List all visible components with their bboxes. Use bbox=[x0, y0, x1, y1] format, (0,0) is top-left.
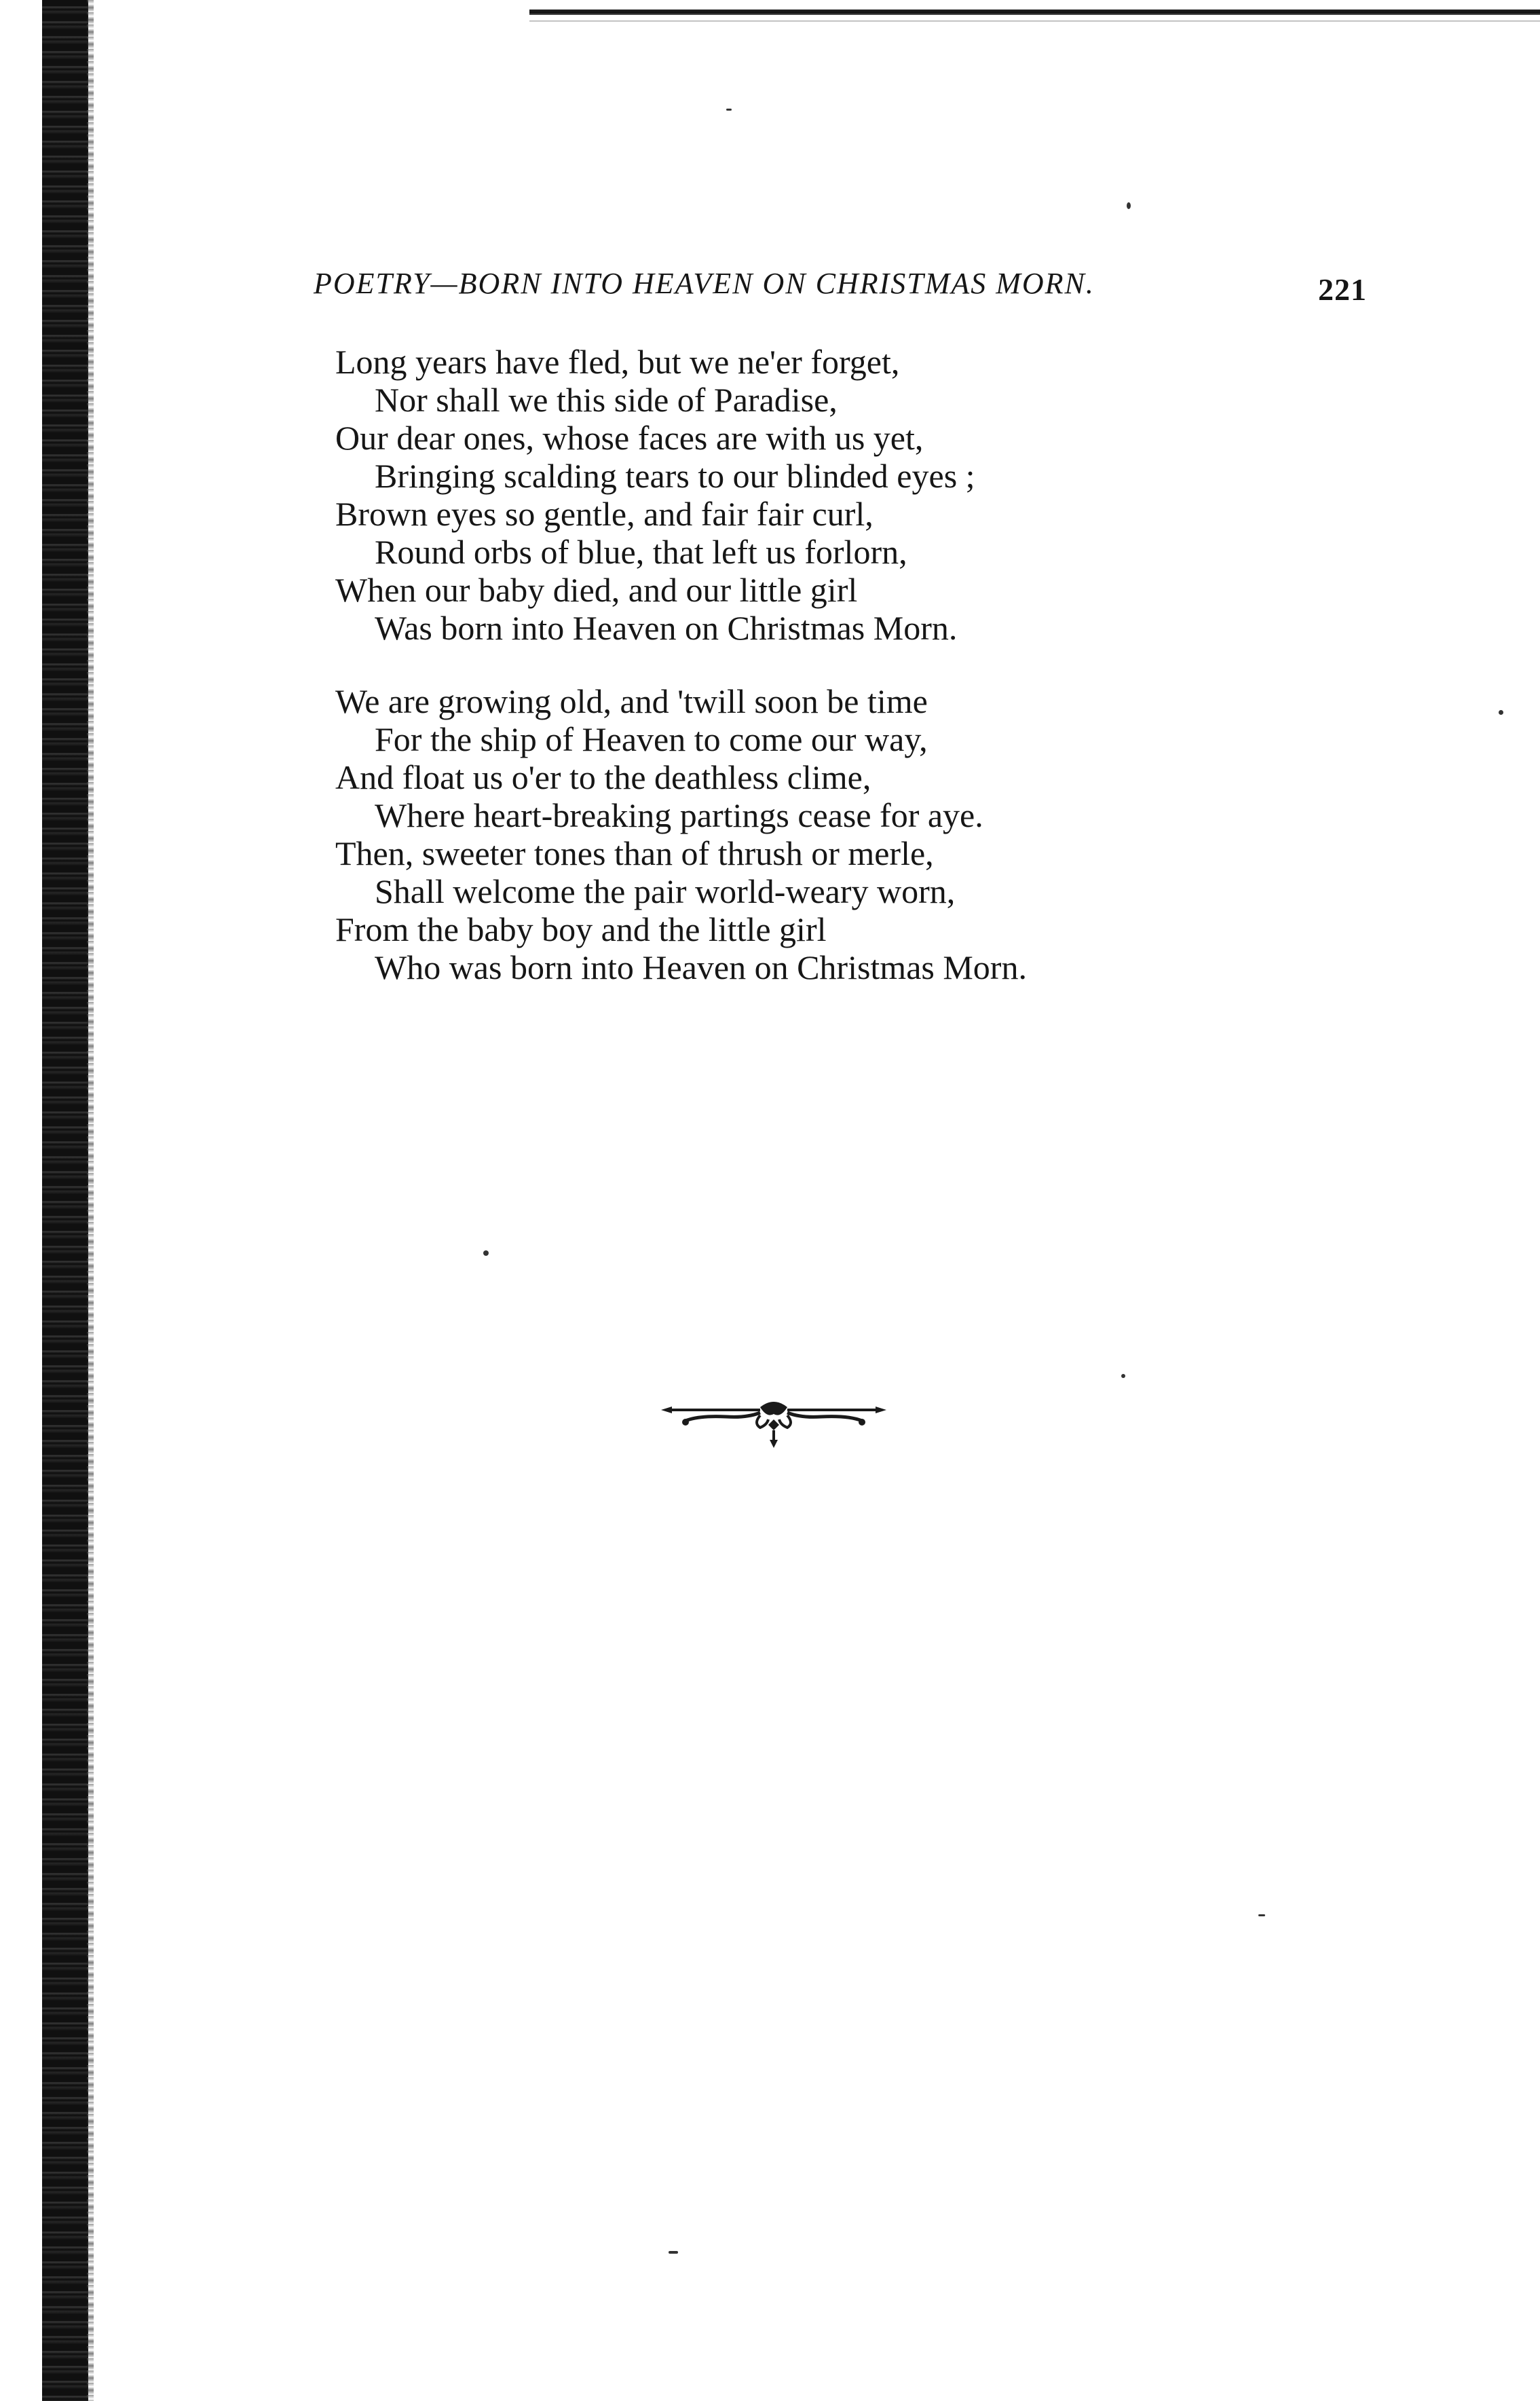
poem-line: We are growing old, and 'twill soon be time bbox=[335, 682, 928, 720]
page-number: 221 bbox=[1318, 272, 1367, 307]
poem-line: Was born into Heaven on Christmas Morn. bbox=[375, 609, 958, 647]
poem-line: Long years have fled, but we ne'er forget, bbox=[335, 343, 900, 381]
tailpiece-ornament-icon bbox=[658, 1395, 889, 1449]
poem-line: Our dear ones, whose faces are with us yet, bbox=[335, 419, 924, 457]
poem bbox=[335, 343, 1353, 1022]
poem-line: Where heart-breaking partings cease for aye. bbox=[375, 796, 983, 834]
print-speck bbox=[669, 2251, 678, 2254]
stanza-2 bbox=[335, 682, 1353, 986]
print-speck bbox=[726, 109, 732, 111]
poem-line: When our baby died, and our little girl bbox=[335, 571, 858, 609]
print-speck bbox=[1258, 1914, 1265, 1916]
poem-line: From the baby boy and the little girl bbox=[335, 910, 827, 948]
poem-line: Brown eyes so gentle, and fair fair curl, bbox=[335, 495, 874, 533]
print-speck bbox=[1499, 710, 1503, 715]
poem-line: Then, sweeter tones than of thrush or merle, bbox=[335, 834, 934, 872]
poem-line: Nor shall we this side of Paradise, bbox=[375, 381, 838, 419]
poem-line: And float us o'er to the deathless clime, bbox=[335, 758, 871, 796]
poem-line: Shall welcome the pair world-weary worn, bbox=[375, 872, 956, 910]
poem-line: Bringing scalding tears to our blinded eyes ; bbox=[375, 457, 975, 495]
page-binding-edge bbox=[42, 0, 88, 2401]
print-speck bbox=[1121, 1374, 1125, 1378]
print-speck bbox=[483, 1250, 489, 1256]
running-head: POETRY—BORN INTO HEAVEN ON CHRISTMAS MORN. bbox=[314, 267, 1095, 300]
print-speck bbox=[1127, 202, 1131, 209]
poem-line: Round orbs of blue, that left us forlorn, bbox=[375, 533, 907, 571]
top-rule-thin bbox=[529, 20, 1540, 22]
poem-line: For the ship of Heaven to come our way, bbox=[375, 720, 928, 758]
stanza-1 bbox=[335, 343, 1353, 647]
poem-line: Who was born into Heaven on Christmas Morn. bbox=[375, 948, 1027, 986]
top-rule bbox=[529, 10, 1540, 15]
